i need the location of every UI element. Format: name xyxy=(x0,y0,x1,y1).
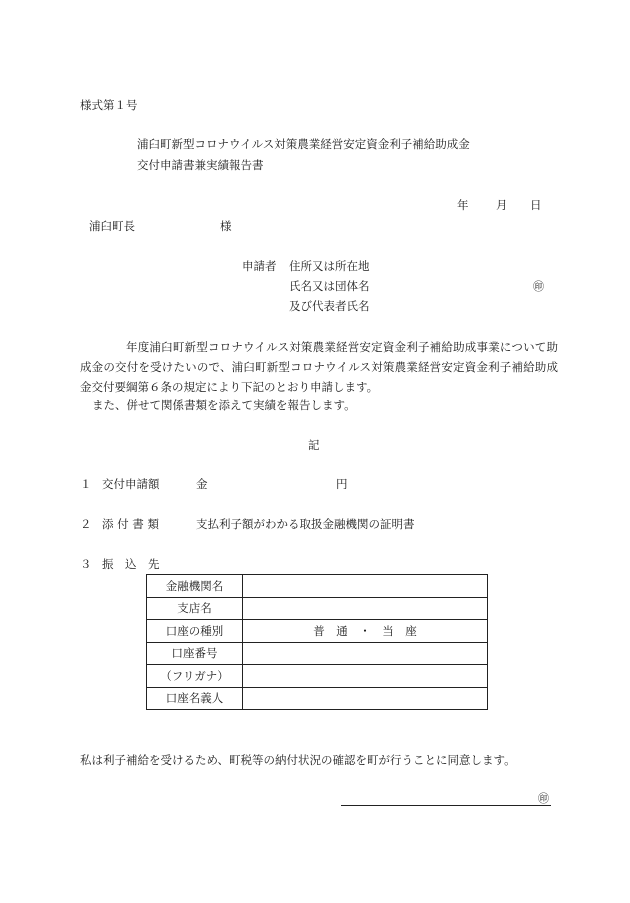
table-row xyxy=(147,665,488,688)
date-month: 月 xyxy=(496,198,508,212)
account-type-header: 口座の種別 xyxy=(147,620,243,643)
item-1-amount-prefix: 金 xyxy=(196,477,208,491)
document-title-line1: 浦臼町新型コロナウイルス対策農業経営安定資金利子補給助成金 xyxy=(137,137,470,151)
signature-line[interactable] xyxy=(341,805,551,806)
body-paragraph-1: 年度浦臼町新型コロナウイルス対策農業経営安定資金利子補給助成事業について助成金の交付を受けたいので、浦臼町新型コロナウイルス対策農業経営安定資金利子補給助成金交付要綱第６条の規定により下記のとおり申請します。 xyxy=(80,340,558,394)
account-number-field[interactable] xyxy=(243,642,488,665)
applicant-address-label: 住所又は所在地 xyxy=(289,259,370,273)
applicant-label: 申請者 xyxy=(242,259,277,273)
item-2-number: ２ xyxy=(80,517,92,531)
account-number-header: 口座番号 xyxy=(147,642,243,665)
applicant-name-label: 氏名又は団体名 xyxy=(289,279,370,293)
applicant-representative-label: 及び代表者氏名 xyxy=(289,299,370,313)
table-row xyxy=(147,575,488,598)
bank-name-field[interactable] xyxy=(243,575,488,598)
form-number: 様式第１号 xyxy=(80,98,138,112)
body-paragraph-2: また、併せて関係書類を添えて実績を報告します。 xyxy=(92,398,356,412)
bank-name-header: 金融機関名 xyxy=(147,575,243,598)
table-row xyxy=(147,687,488,710)
signature-seal-mark: ㊞ xyxy=(538,792,549,805)
item-3-number: ３ xyxy=(80,557,92,571)
ki-heading: 記 xyxy=(308,438,320,452)
item-2-label: 添 付 書 類 xyxy=(102,517,159,531)
table-row xyxy=(147,642,488,665)
date-year: 年 xyxy=(457,198,469,212)
item-1-number: １ xyxy=(80,477,92,491)
document-title-line2: 交付申請書兼実績報告書 xyxy=(137,158,264,172)
table-row xyxy=(147,597,488,620)
addressee-name: 浦臼町長 xyxy=(89,219,135,233)
furigana-field[interactable] xyxy=(243,665,488,688)
branch-name-header: 支店名 xyxy=(147,597,243,620)
item-3-label: 振 込 先 xyxy=(102,557,160,571)
item-1-label: 交付申請額 xyxy=(102,477,160,491)
account-type-options[interactable]: 普 通 ・ 当 座 xyxy=(243,620,488,643)
table-row xyxy=(147,620,488,643)
branch-name-field[interactable] xyxy=(243,597,488,620)
addressee-honorific: 様 xyxy=(220,219,232,233)
applicant-seal-mark: ㊞ xyxy=(533,280,544,293)
account-holder-header: 口座名義人 xyxy=(147,687,243,710)
item-1-amount-unit: 円 xyxy=(336,477,348,491)
furigana-header: （フリガナ） xyxy=(147,665,243,688)
bank-account-table xyxy=(146,574,488,710)
account-holder-field[interactable] xyxy=(243,687,488,710)
item-2-value: 支払利子額がわかる取扱金融機関の証明書 xyxy=(196,517,415,531)
date-day: 日 xyxy=(530,198,542,212)
consent-statement: 私は利子補給を受けるため、町税等の納付状況の確認を町が行うことに同意します。 xyxy=(80,753,516,767)
